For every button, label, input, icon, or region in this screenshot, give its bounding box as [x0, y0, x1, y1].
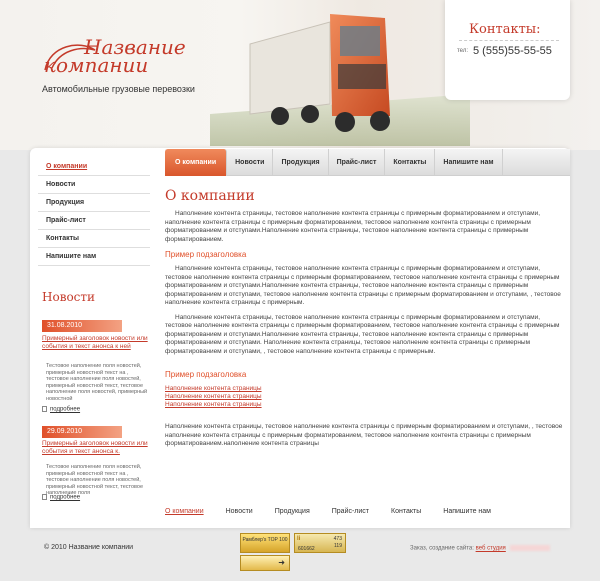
counter-value: 601662 [298, 546, 315, 552]
news-headline-link[interactable]: Примерный заголовок новости или события и текст анонса к. [42, 440, 148, 455]
content-link[interactable]: Наполнение контента страницы [165, 385, 262, 392]
contacts-title: Контакты: [469, 22, 541, 37]
topnav-item-contacts[interactable]: Контакты [385, 149, 435, 175]
tagline: Автомобильные грузовые перевозки [42, 84, 195, 94]
news-text: Тестовое наполнение поля новостей, примерный новостной текст на , тестовое наполнение поля новостей, примерный новостной текст, тестовое наполнение поля новостей, примерный новостной [46, 363, 148, 402]
sidebar-item-products[interactable]: Продукция [38, 194, 150, 212]
liveinternet-badge[interactable] [294, 533, 346, 553]
news-text: Тестовое наполнение поля новостей, примерный новостной текст на , тестовое наполнение поля новостей, примерный новостной текст, тестовое наполнение поля [46, 464, 144, 496]
site-credit-link[interactable]: веб студия [475, 545, 506, 552]
rambler-badge[interactable] [240, 533, 290, 553]
counter-logo-icon: li [297, 536, 301, 542]
page-card [30, 148, 570, 528]
truck-image [210, 4, 470, 146]
blurred-text [510, 545, 550, 551]
content-subtitle: Пример подзаголовка [165, 370, 247, 379]
content-paragraph: Наполнение контента страницы, тестовое наполнение контента страницы с примерным форматированием и отступами, , тестовое наполнение контента страницы с примерным форматированием, тестовое наполнение контента страницы с примерным форматированием.наполнение контента страницы [165, 423, 563, 447]
content-subtitle: Пример подзаголовка [165, 250, 247, 259]
logo-line1: Название [84, 35, 186, 59]
topnav-item-news[interactable]: Новости [227, 149, 273, 175]
contacts-box [445, 0, 570, 100]
content-paragraph: Наполнение контента страницы, тестовое наполнение контента страницы с примерным форматированием и отступами, тестовое наполнение контента страницы с примерным форматированием, тестовое наполнение контента страницы с примерным форматированием и отступами.Наполнение контента страницы, тестовое наполнение контента страницы с примерным форматированием и отступами. Наполнение контента страницы, тестовое наполнение контента страницы с примерным форматированием и отступами, , тестовое наполнение контента страницы с примерным. [165, 313, 560, 355]
divider [459, 40, 559, 41]
bottomnav-item-contacts[interactable]: Контакты [391, 508, 422, 515]
copyright: © 2010 Название компании [44, 544, 134, 551]
top-nav [165, 149, 570, 176]
logo-line2: компании [44, 53, 149, 77]
content-link[interactable]: Наполнение контента страницы [165, 393, 262, 400]
topnav-item-prices[interactable]: Прайс-лист [329, 149, 386, 175]
content-link-list [165, 385, 565, 409]
bottomnav-item-about[interactable]: О компании [165, 508, 204, 515]
news-more-label: подробнее [50, 494, 81, 501]
main-content [165, 188, 565, 449]
sidebar-item-about[interactable]: О компании [38, 158, 150, 176]
bottom-nav [165, 508, 565, 515]
topnav-item-about[interactable]: О компании [165, 149, 227, 176]
news-date: 31.08.2010 [42, 320, 122, 332]
topnav-item-write[interactable]: Напишите нам [435, 149, 502, 175]
counter-value: 473 [333, 536, 342, 542]
sidebar-item-contacts[interactable]: Контакты [38, 230, 150, 248]
sidebar-item-news[interactable]: Новости [38, 176, 150, 194]
bottomnav-item-prices[interactable]: Прайс-лист [331, 508, 370, 515]
content-paragraph: Наполнение контента страницы, тестовое наполнение контента страницы с примерным форматированием и отступами, тестовое наполнение контента страницы с примерным форматированием, тестовое наполнение контента страницы с примерным форматированием и отступами.Наполнение контента страницы, тестовое наполнение контента страницы с примерным форматированием и отступами, тестовое наполнение контента страницы с примерным форматированием и отступами, , тестовое наполнение контента страницы с примерным. [165, 265, 561, 306]
bottomnav-item-products[interactable]: Продукция [274, 508, 310, 515]
counter-value: 119 [334, 543, 342, 549]
content-link[interactable]: Наполнение контента страницы [165, 401, 262, 408]
logo-swirl-icon [40, 40, 100, 80]
news-headline-link[interactable]: Примерный заголовок новости или события и текст анонса к ней [42, 335, 148, 350]
news-more-link[interactable] [42, 494, 80, 501]
news-more-label: подробнее [50, 406, 81, 413]
arrow-icon: ➜ [278, 558, 285, 567]
news-heading: Новости [42, 290, 96, 304]
loader-badge[interactable] [240, 555, 290, 571]
topnav-item-products[interactable]: Продукция [273, 149, 328, 175]
document-icon [42, 494, 47, 500]
site-credit [410, 545, 550, 552]
site-header [0, 0, 600, 150]
sidebar-item-prices[interactable]: Прайс-лист [38, 212, 150, 230]
sidebar-menu [38, 158, 150, 266]
rambler-badge-label: Рамблер's TOP 100 [242, 537, 288, 543]
document-icon [42, 406, 47, 412]
bottomnav-item-news[interactable]: Новости [225, 508, 253, 515]
phone-label: тел: [457, 48, 468, 54]
news-date: 29.09.2010 [42, 426, 122, 438]
counter-badges [240, 533, 350, 573]
sidebar-item-write[interactable]: Напишите нам [38, 248, 150, 266]
page-title: О компании [165, 188, 255, 204]
bottomnav-item-write[interactable]: Напишите нам [443, 508, 491, 515]
news-more-link[interactable] [42, 406, 80, 413]
site-credit-label: Заказ, создание сайта: [410, 545, 474, 552]
phone-number: 5 (555)55-55-55 [473, 45, 552, 57]
content-paragraph: Наполнение контента страницы, тестовое наполнение контента страницы с примерным форматированием и отступами, наполнение контента страницы с примерным форматированием, тестовое наполнение контента страницы с примерным форматированием и отступами.Наполнение контента страницы, тестовое наполнение контента страницы с примерным форматированием. [165, 210, 541, 243]
